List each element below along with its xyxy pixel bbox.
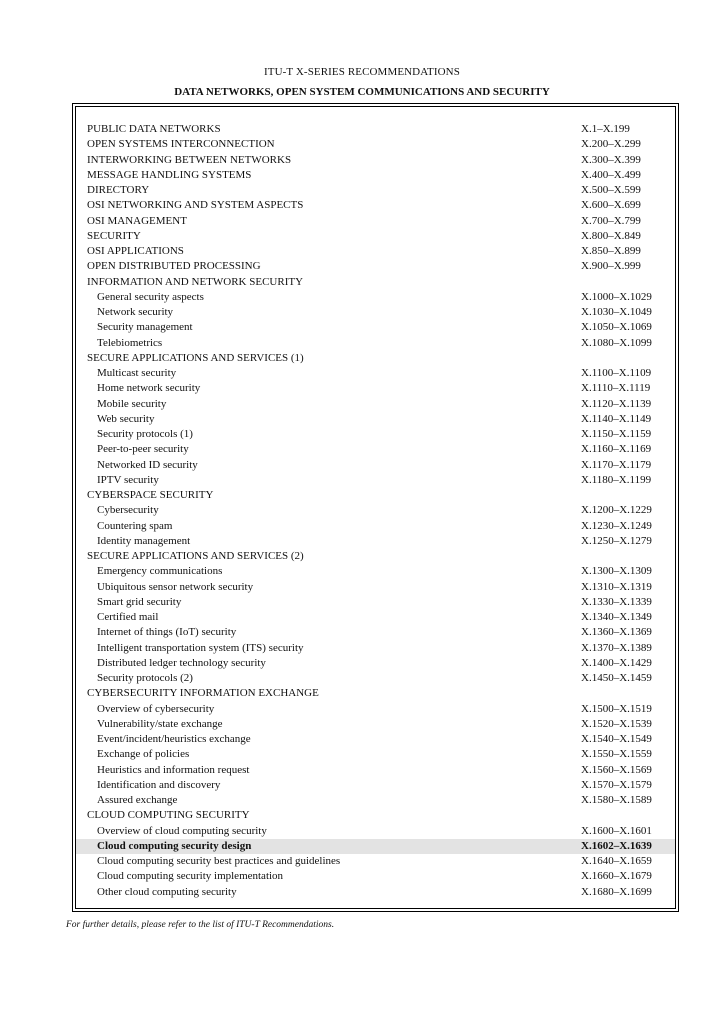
section-heading: OPEN SYSTEMS INTERCONNECTION	[87, 138, 275, 151]
section-heading: SECURE APPLICATIONS AND SERVICES (2)	[87, 550, 304, 562]
row-label: Peer-to-peer security	[97, 443, 189, 456]
row-range: X.1560–X.1569	[581, 763, 652, 776]
row-label: Security protocols (2)	[97, 672, 193, 684]
table-section-row	[87, 198, 675, 213]
row-range: X.1400–X.1429	[581, 656, 652, 669]
section-heading: SECURITY	[87, 229, 141, 242]
table-row	[87, 610, 675, 625]
row-label: Web security	[97, 412, 155, 425]
table-section-row	[87, 488, 675, 503]
table-row	[87, 458, 675, 473]
section-heading: INFORMATION AND NETWORK SECURITY	[87, 275, 304, 288]
row-label: Telebiometrics	[97, 336, 163, 349]
table-row	[87, 717, 675, 732]
table-row	[87, 595, 675, 610]
row-label: Cloud computing security design	[97, 839, 252, 852]
table-section-row	[87, 168, 675, 183]
row-label: Exchange of policies	[97, 748, 190, 761]
table-row	[87, 885, 675, 900]
row-range: X.1540–X.1549	[581, 733, 652, 745]
row-label: Identification and discovery	[97, 778, 221, 791]
section-heading: DIRECTORY	[87, 184, 150, 196]
row-label: Mobile security	[97, 397, 167, 410]
header-subtitle: DATA NETWORKS, OPEN SYSTEM COMMUNICATIONS AND SECURITY	[174, 86, 550, 98]
row-range: X.1150–X.1159	[581, 428, 652, 440]
row-range: X.1680–X.1699	[581, 885, 652, 898]
row-range: X.1370–X.1389	[581, 641, 652, 654]
table-section-row	[87, 183, 675, 198]
row-range: X.1230–X.1249	[581, 519, 652, 532]
table-row	[87, 763, 675, 778]
row-label: Networked ID security	[97, 458, 198, 471]
table-row	[87, 747, 675, 762]
row-label: Other cloud computing security	[97, 885, 237, 898]
row-range: X.1250–X.1279	[581, 534, 652, 547]
row-range: X.1110–X.1119	[581, 382, 651, 395]
row-label: Cloud computing security best practices and guidelines	[97, 855, 341, 867]
table-section-row	[87, 259, 675, 274]
table-row	[87, 869, 675, 884]
table-section-row	[87, 214, 675, 229]
row-range: X.600–X.699	[581, 199, 641, 212]
table-row	[87, 412, 675, 427]
row-label: Vulnerability/state exchange	[97, 717, 223, 730]
row-label: Certified mail	[97, 611, 159, 623]
table-section-row	[87, 244, 675, 259]
row-range: X.1450–X.1459	[581, 672, 652, 684]
section-heading: PUBLIC DATA NETWORKS	[87, 123, 221, 135]
row-range: X.1180–X.1199	[581, 473, 652, 486]
table-section-row	[87, 137, 675, 152]
row-range: X.300–X.399	[581, 153, 641, 166]
table-row	[87, 320, 675, 335]
table-row	[87, 427, 675, 442]
row-label: Ubiquitous sensor network security	[97, 580, 254, 593]
table-row	[87, 290, 675, 305]
section-heading: OSI MANAGEMENT	[87, 214, 187, 227]
row-range: X.1140–X.1149	[581, 412, 652, 425]
row-label: Smart grid security	[97, 595, 182, 608]
row-label: Countering spam	[97, 519, 173, 532]
table-section-row	[87, 122, 675, 137]
row-range: X.1000–X.1029	[581, 290, 652, 303]
header-title: ITU-T X-SERIES RECOMMENDATIONS	[264, 66, 460, 78]
row-range: X.1500–X.1519	[581, 702, 652, 715]
row-label: Event/incident/heuristics exchange	[97, 733, 251, 745]
row-label: Overview of cybersecurity	[97, 702, 215, 715]
table-row	[87, 473, 675, 488]
row-range: X.1160–X.1169	[581, 443, 652, 456]
row-range: X.1640–X.1659	[581, 855, 652, 867]
section-heading: CYBERSPACE SECURITY	[87, 489, 214, 501]
table-row	[87, 366, 675, 381]
table-row	[87, 732, 675, 747]
row-range: X.700–X.799	[581, 214, 641, 227]
table-section-row	[87, 549, 675, 564]
row-range: X.1520–X.1539	[581, 717, 652, 730]
table-row	[87, 564, 675, 579]
row-range: X.500–X.599	[581, 184, 641, 196]
section-heading: OSI APPLICATIONS	[87, 245, 184, 257]
table-row	[87, 671, 675, 686]
section-heading: INTERWORKING BETWEEN NETWORKS	[87, 153, 292, 166]
row-label: Cybersecurity	[97, 504, 159, 517]
section-heading: MESSAGE HANDLING SYSTEMS	[87, 168, 252, 181]
row-range: X.1570–X.1579	[581, 778, 652, 791]
row-range: X.1550–X.1559	[581, 748, 652, 761]
row-range: X.1330–X.1339	[581, 595, 652, 608]
table-row	[87, 641, 675, 656]
table-section-row	[87, 229, 675, 244]
row-label: Intelligent transportation system (ITS) security	[97, 641, 304, 654]
row-label: Multicast security	[97, 367, 177, 379]
table-row	[87, 793, 675, 808]
table-section-row	[87, 686, 675, 701]
row-range: X.200–X.299	[581, 138, 641, 151]
row-range: X.1660–X.1679	[581, 870, 652, 883]
row-label: Home network security	[97, 382, 201, 395]
section-heading: OPEN DISTRIBUTED PROCESSING	[87, 260, 261, 273]
table-row	[87, 397, 675, 412]
table-row-highlighted	[76, 839, 675, 854]
row-range: X.800–X.849	[581, 229, 641, 242]
table-row	[87, 702, 675, 717]
recommendations-list	[87, 122, 675, 900]
section-heading: CLOUD COMPUTING SECURITY	[87, 809, 250, 822]
row-range: X.1360–X.1369	[581, 626, 652, 639]
row-label: Security management	[97, 321, 193, 334]
row-range: X.1340–X.1349	[581, 611, 652, 623]
row-range: X.1050–X.1069	[581, 321, 652, 334]
row-label: Cloud computing security implementation	[97, 870, 284, 883]
table-section-row	[87, 275, 675, 290]
table-row	[87, 824, 675, 839]
table-row	[87, 580, 675, 595]
table-row	[87, 503, 675, 518]
row-range: X.1170–X.1179	[581, 458, 652, 471]
table-row	[87, 625, 675, 640]
row-label: Assured exchange	[97, 794, 178, 806]
table-row	[87, 336, 675, 351]
row-label: IPTV security	[97, 473, 159, 486]
row-range: X.850–X.899	[581, 245, 641, 257]
row-label: Overview of cloud computing security	[97, 824, 267, 837]
row-label: Emergency communications	[97, 565, 223, 578]
row-range: X.1580–X.1589	[581, 794, 652, 806]
row-label: Identity management	[97, 534, 191, 547]
row-range: X.1300–X.1309	[581, 565, 652, 578]
section-heading: SECURE APPLICATIONS AND SERVICES (1)	[87, 351, 304, 364]
row-label: Internet of things (IoT) security	[97, 626, 237, 639]
row-label: Security protocols (1)	[97, 428, 193, 440]
row-range: X.900–X.999	[581, 260, 641, 273]
row-range: X.1–X.199	[581, 123, 630, 135]
section-heading: CYBERSECURITY INFORMATION EXCHANGE	[87, 687, 319, 700]
table-row	[87, 534, 675, 549]
table-row	[87, 854, 675, 869]
table-row	[87, 442, 675, 457]
row-range: X.1120–X.1139	[581, 397, 652, 410]
footer-note: For further details, please refer to the list of ITU-T Recommendations.	[66, 920, 335, 930]
row-range: X.1600–X.1601	[581, 824, 652, 837]
row-range: X.400–X.499	[581, 168, 641, 181]
row-label: Network security	[97, 306, 174, 318]
table-section-row	[87, 153, 675, 168]
row-label: General security aspects	[97, 290, 204, 303]
table-section-row	[87, 351, 675, 366]
table-row	[87, 519, 675, 534]
row-range: X.1200–X.1229	[581, 504, 652, 517]
table-row	[87, 305, 675, 320]
row-label: Distributed ledger technology security	[97, 656, 266, 669]
row-range: X.1310–X.1319	[581, 580, 652, 593]
row-range: X.1100–X.1109	[581, 367, 652, 379]
section-heading: OSI NETWORKING AND SYSTEM ASPECTS	[87, 199, 304, 212]
table-row	[87, 778, 675, 793]
table-section-row	[87, 808, 675, 823]
row-label: Heuristics and information request	[97, 763, 250, 776]
row-range: X.1030–X.1049	[581, 306, 652, 318]
table-row	[87, 381, 675, 396]
table-row	[87, 656, 675, 671]
row-range: X.1602–X.1639	[581, 839, 652, 852]
row-range: X.1080–X.1099	[581, 336, 652, 349]
